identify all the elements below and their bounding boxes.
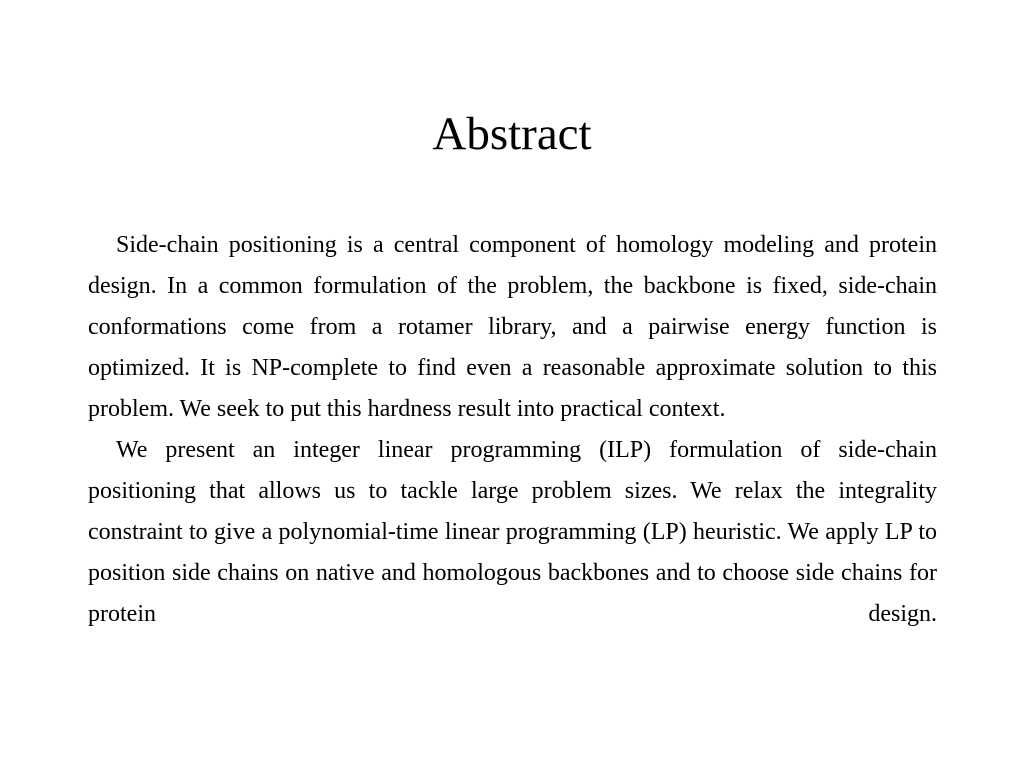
- abstract-body: [88, 225, 937, 635]
- abstract-paragraph-2: We present an integer linear programming (ILP) formulation of side-chain positioning that allows us to tackle large problem sizes. We relax the integrality constraint to give a polynomial-time linear programming (LP) heuristic. We apply LP to position side chains on native and homologous backbones and to choose side chains for protein design.: [88, 437, 937, 627]
- page-title: Abstract: [432, 108, 592, 160]
- abstract-paragraph-1: Side-chain positioning is a central component of homology modeling and protein design. In a common formulation of the problem, the backbone is fixed, side-chain conformations come from a rotamer library, and a pairwise energy function is optimized. It is NP-complete to find even a reasonable approximate solution to this problem. We seek to put this hardness result into practical context.: [88, 232, 937, 422]
